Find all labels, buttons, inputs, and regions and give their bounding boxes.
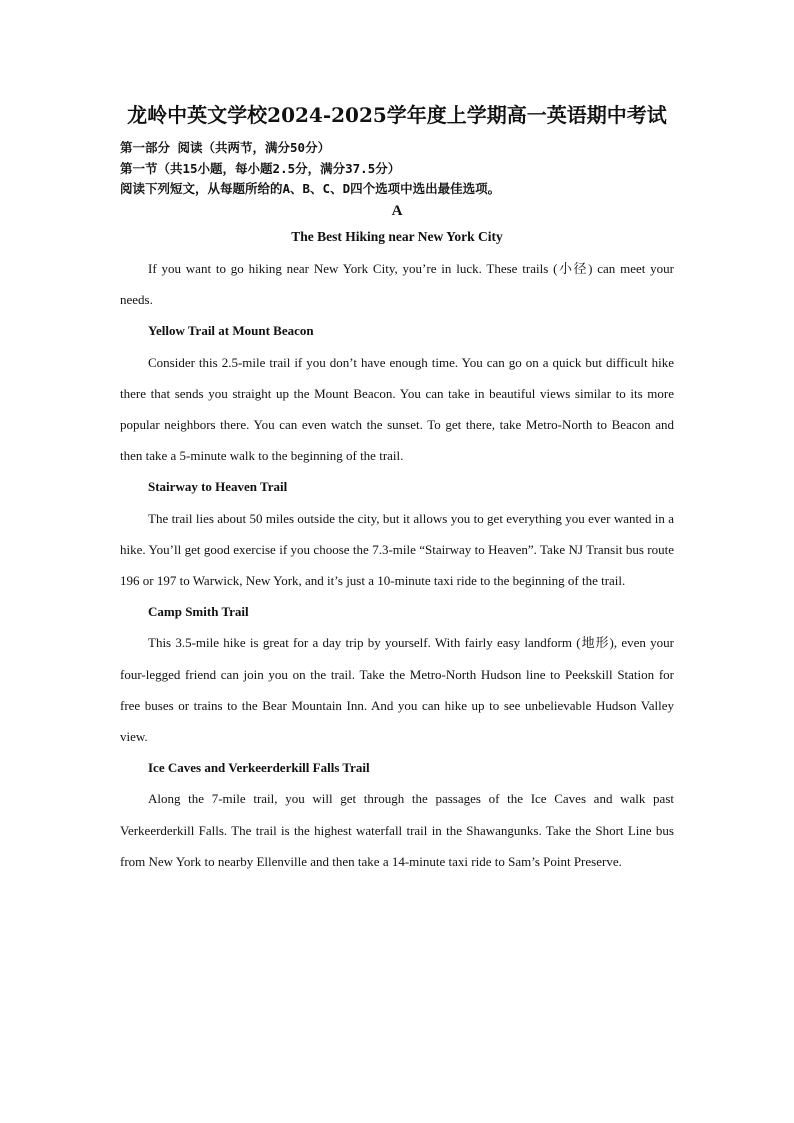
instructions-block	[120, 138, 720, 200]
passage-intro: If you want to go hiking near New York City, you’re in luck. These trails (小径) can meet your needs.	[120, 261, 674, 308]
trail-heading-camp-smith: Camp Smith Trail	[148, 604, 249, 620]
reading-direction: 阅读下列短文，从每题所给的A、B、C、D四个选项中选出最佳选项。	[120, 181, 501, 196]
trail-text-ice-caves: Along the 7-mile trail, you will get through the passages of the Ice Caves and walk past Verkeerderkill Falls. The trail is the highest waterfall trail in the Shawangunks. Take the Short Line bus from New York to nearby Ellenville and then take a 14-minute taxi ride to Sam’s Point Preserve.	[120, 791, 674, 869]
trail-heading-ice-caves: Ice Caves and Verkeerderkill Falls Trail	[148, 760, 370, 776]
passage-letter: A	[391, 203, 403, 219]
passage-title: The Best Hiking near New York City	[291, 229, 503, 244]
passage-body	[120, 253, 674, 877]
exam-title: 龙岭中英文学校2024-2025学年度上学期高一英语期中考试	[127, 103, 667, 127]
trail-text-stairway: The trail lies about 50 miles outside the city, but it allows you to get everything you ever wanted in a hike. You’ll get good exercise if you choose the 7.3-mile “Stairway to Heaven”. Take NJ Transit bus route 196 or 197 to Warwick, New York, and it’s just a 10-minute taxi ride to the beginning of the trail.	[120, 510, 674, 589]
trail-text-yellow: Consider this 2.5-mile trail if you don’t have enough time. You can go on a quick but difficult hike there that sends you straight up the Mount Beacon. You can take in beautiful views similar to its more popular neighbors there. You can even watch the sunset. To get there, take Metro-North to Beacon and then take a 5-minute walk to the beginning of the trail.	[120, 354, 674, 464]
section-heading: 第一节（共15小题，每小题2.5分，满分37.5分）	[120, 160, 401, 176]
trail-heading-stairway: Stairway to Heaven Trail	[148, 479, 288, 495]
trail-text-camp-smith: This 3.5-mile hike is great for a day trip by yourself. With fairly easy landform (地形), even your four-legged friend can join you on the trail. Take the Metro-North Hudson line to Peekskill Station for free buses or trains to the Bear Mountain Inn. And you can hike up to see unbelievable Hudson Valley view.	[120, 635, 674, 745]
part-heading: 第一部分 阅读（共两节，满分50分）	[120, 140, 331, 155]
trail-heading-yellow: Yellow Trail at Mount Beacon	[148, 323, 314, 339]
